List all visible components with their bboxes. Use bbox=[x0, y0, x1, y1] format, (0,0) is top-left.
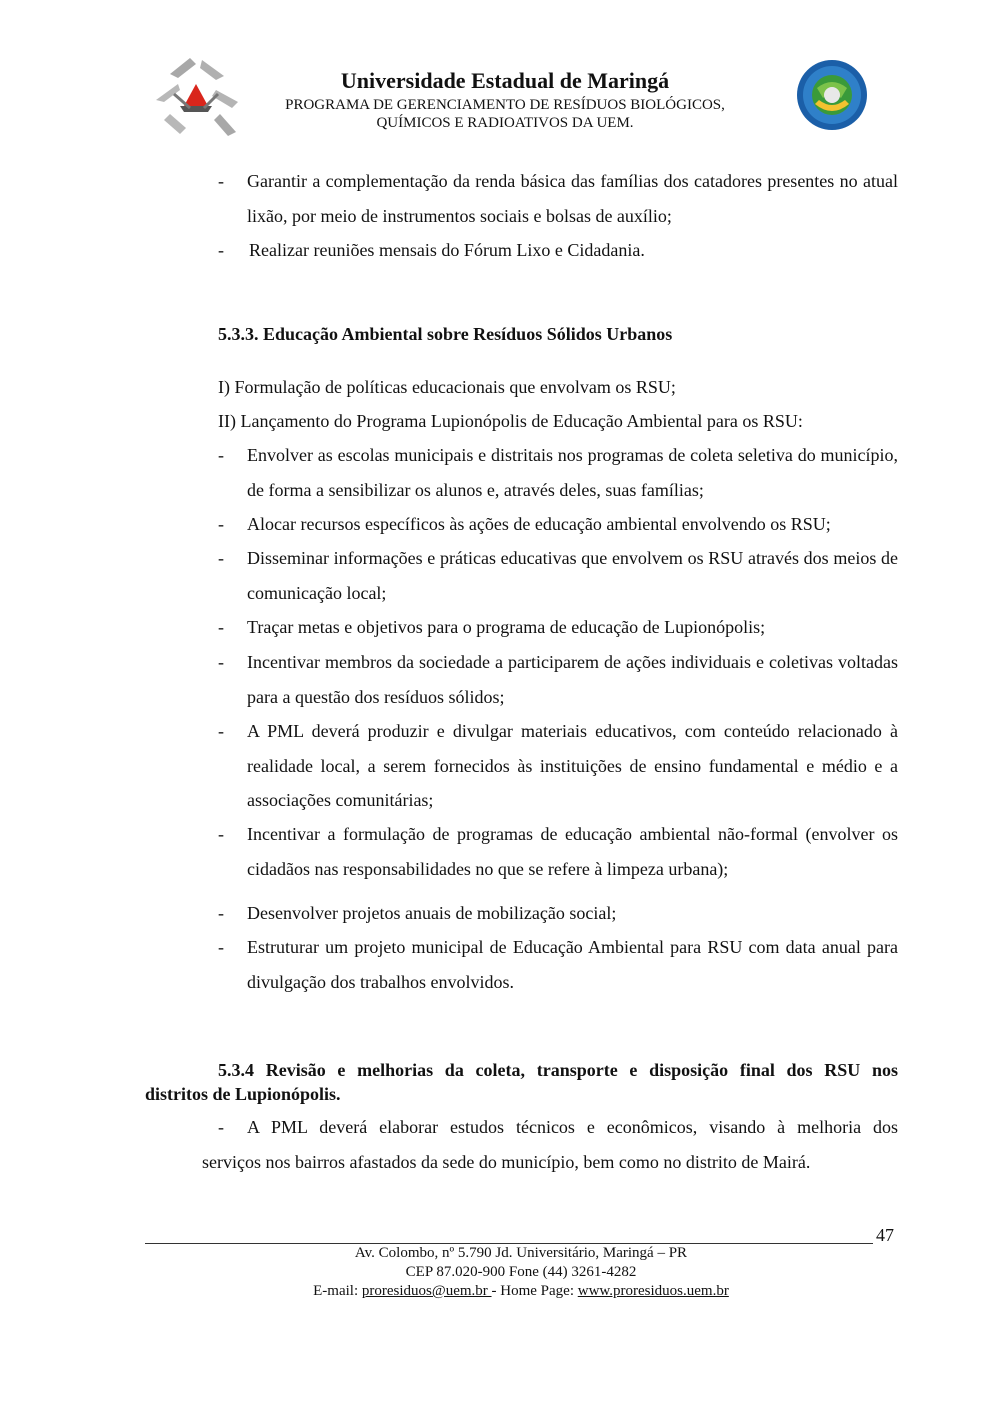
list-item bbox=[218, 645, 898, 714]
bullet-dash: - bbox=[218, 1117, 224, 1137]
homepage-link[interactable]: www.proresiduos.uem.br bbox=[577, 1283, 729, 1299]
bullet-dash: - bbox=[218, 171, 224, 191]
list-item bbox=[218, 507, 898, 542]
bullet-text: Realizar reuniões mensais do Fórum Lixo e Cidadania. bbox=[249, 240, 645, 260]
bullet-dash: - bbox=[218, 903, 224, 923]
university-title: Universidade Estadual de Maringá bbox=[340, 68, 670, 93]
bullet-dash: - bbox=[218, 937, 224, 957]
bullet-text: Garantir a complementação da renda básica das famílias dos catadores presentes no atual lixão, por meio de instrumentos sociais e bolsas de auxílio; bbox=[247, 171, 898, 226]
bullet-text: Desenvolver projetos anuais de mobilização social; bbox=[247, 903, 617, 923]
bullet-dash: - bbox=[218, 617, 224, 637]
bullet-dash: - bbox=[218, 824, 224, 844]
bullet-text: Alocar recursos específicos às ações de educação ambiental envolvendo os RSU; bbox=[247, 514, 831, 534]
bullet-text: Envolver as escolas municipais e distritais nos programas de coleta seletiva do município, de forma a sensibilizar os alunos e, através deles, suas famílias; bbox=[247, 445, 898, 500]
item-i: I) Formulação de políticas educacionais que envolvam os RSU; bbox=[218, 377, 676, 397]
program-subtitle-line1: PROGRAMA DE GERENCIAMENTO DE RESÍDUOS BIOLÓGICOS, bbox=[285, 97, 725, 113]
list-item bbox=[218, 610, 898, 645]
homepage-label: - Home Page: bbox=[491, 1283, 578, 1299]
section-heading-534-cont: distritos de Lupionópolis. bbox=[145, 1084, 341, 1104]
section-heading-534: 5.3.4 Revisão e melhorias da coleta, transporte e disposição final dos RSU nos bbox=[218, 1060, 898, 1080]
list-item bbox=[218, 896, 898, 931]
email-label: E-mail: bbox=[313, 1283, 362, 1299]
bullet-text: Traçar metas e objetivos para o programa de educação de Lupionópolis; bbox=[247, 617, 766, 637]
bullet-text: Estruturar um projeto municipal de Educação Ambiental para RSU com data anual para divulgação dos trabalhos envolvidos. bbox=[247, 937, 898, 992]
list-item bbox=[218, 233, 898, 268]
bullet-dash: - bbox=[218, 721, 224, 741]
bullet-dash: - bbox=[218, 445, 224, 465]
list-item bbox=[218, 541, 898, 610]
program-subtitle-line2: QUÍMICOS E RADIOATIVOS DA UEM. bbox=[376, 115, 634, 131]
item-ii: II) Lançamento do Programa Lupionópolis de Educação Ambiental para os RSU: bbox=[218, 411, 803, 431]
bullet-dash: - bbox=[218, 240, 224, 260]
page-number: 47 bbox=[876, 1225, 894, 1245]
bullet-dash: - bbox=[218, 548, 224, 568]
bullet-text-line2: serviços nos bairros afastados da sede do município, bem como no distrito de Mairá. bbox=[202, 1152, 811, 1172]
list-item bbox=[218, 817, 898, 886]
footer-contact bbox=[145, 1283, 897, 1300]
list-item bbox=[218, 164, 898, 233]
bullet-dash: - bbox=[218, 514, 224, 534]
footer-address: Av. Colombo, nº 5.790 Jd. Universitário, Maringá – PR bbox=[354, 1245, 688, 1261]
footer-divider bbox=[145, 1243, 873, 1244]
footer-cep-phone: CEP 87.020-900 Fone (44) 3261-4282 bbox=[405, 1264, 637, 1280]
list-item bbox=[218, 930, 898, 999]
list-item bbox=[218, 714, 898, 818]
email-link[interactable]: proresiduos@uem.br bbox=[361, 1283, 492, 1299]
bullet-dash: - bbox=[218, 652, 224, 672]
list-item bbox=[218, 438, 898, 507]
bullet-text-line1: A PML deverá elaborar estudos técnicos e econômicos, visando à melhoria dos bbox=[247, 1117, 898, 1137]
bullet-text: Incentivar membros da sociedade a participarem de ações individuais e coletivas voltadas para a questão dos resíduos sólidos; bbox=[247, 652, 898, 707]
proresiduos-logo bbox=[795, 58, 869, 132]
bullet-text: Disseminar informações e práticas educativas que envolvem os RSU através dos meios de comunicação local; bbox=[247, 548, 898, 603]
section-heading-533: 5.3.3. Educação Ambiental sobre Resíduos Sólidos Urbanos bbox=[218, 324, 673, 344]
bullet-text: Incentivar a formulação de programas de educação ambiental não-formal (envolver os cidadãos nas responsabilidades no que se refere à limpeza urbana); bbox=[247, 824, 898, 879]
bullet-text: A PML deverá produzir e divulgar materiais educativos, com conteúdo relacionado à realidade local, a serem fornecidos às instituições de ensino fundamental e médio e a associações comunitárias; bbox=[247, 721, 898, 810]
